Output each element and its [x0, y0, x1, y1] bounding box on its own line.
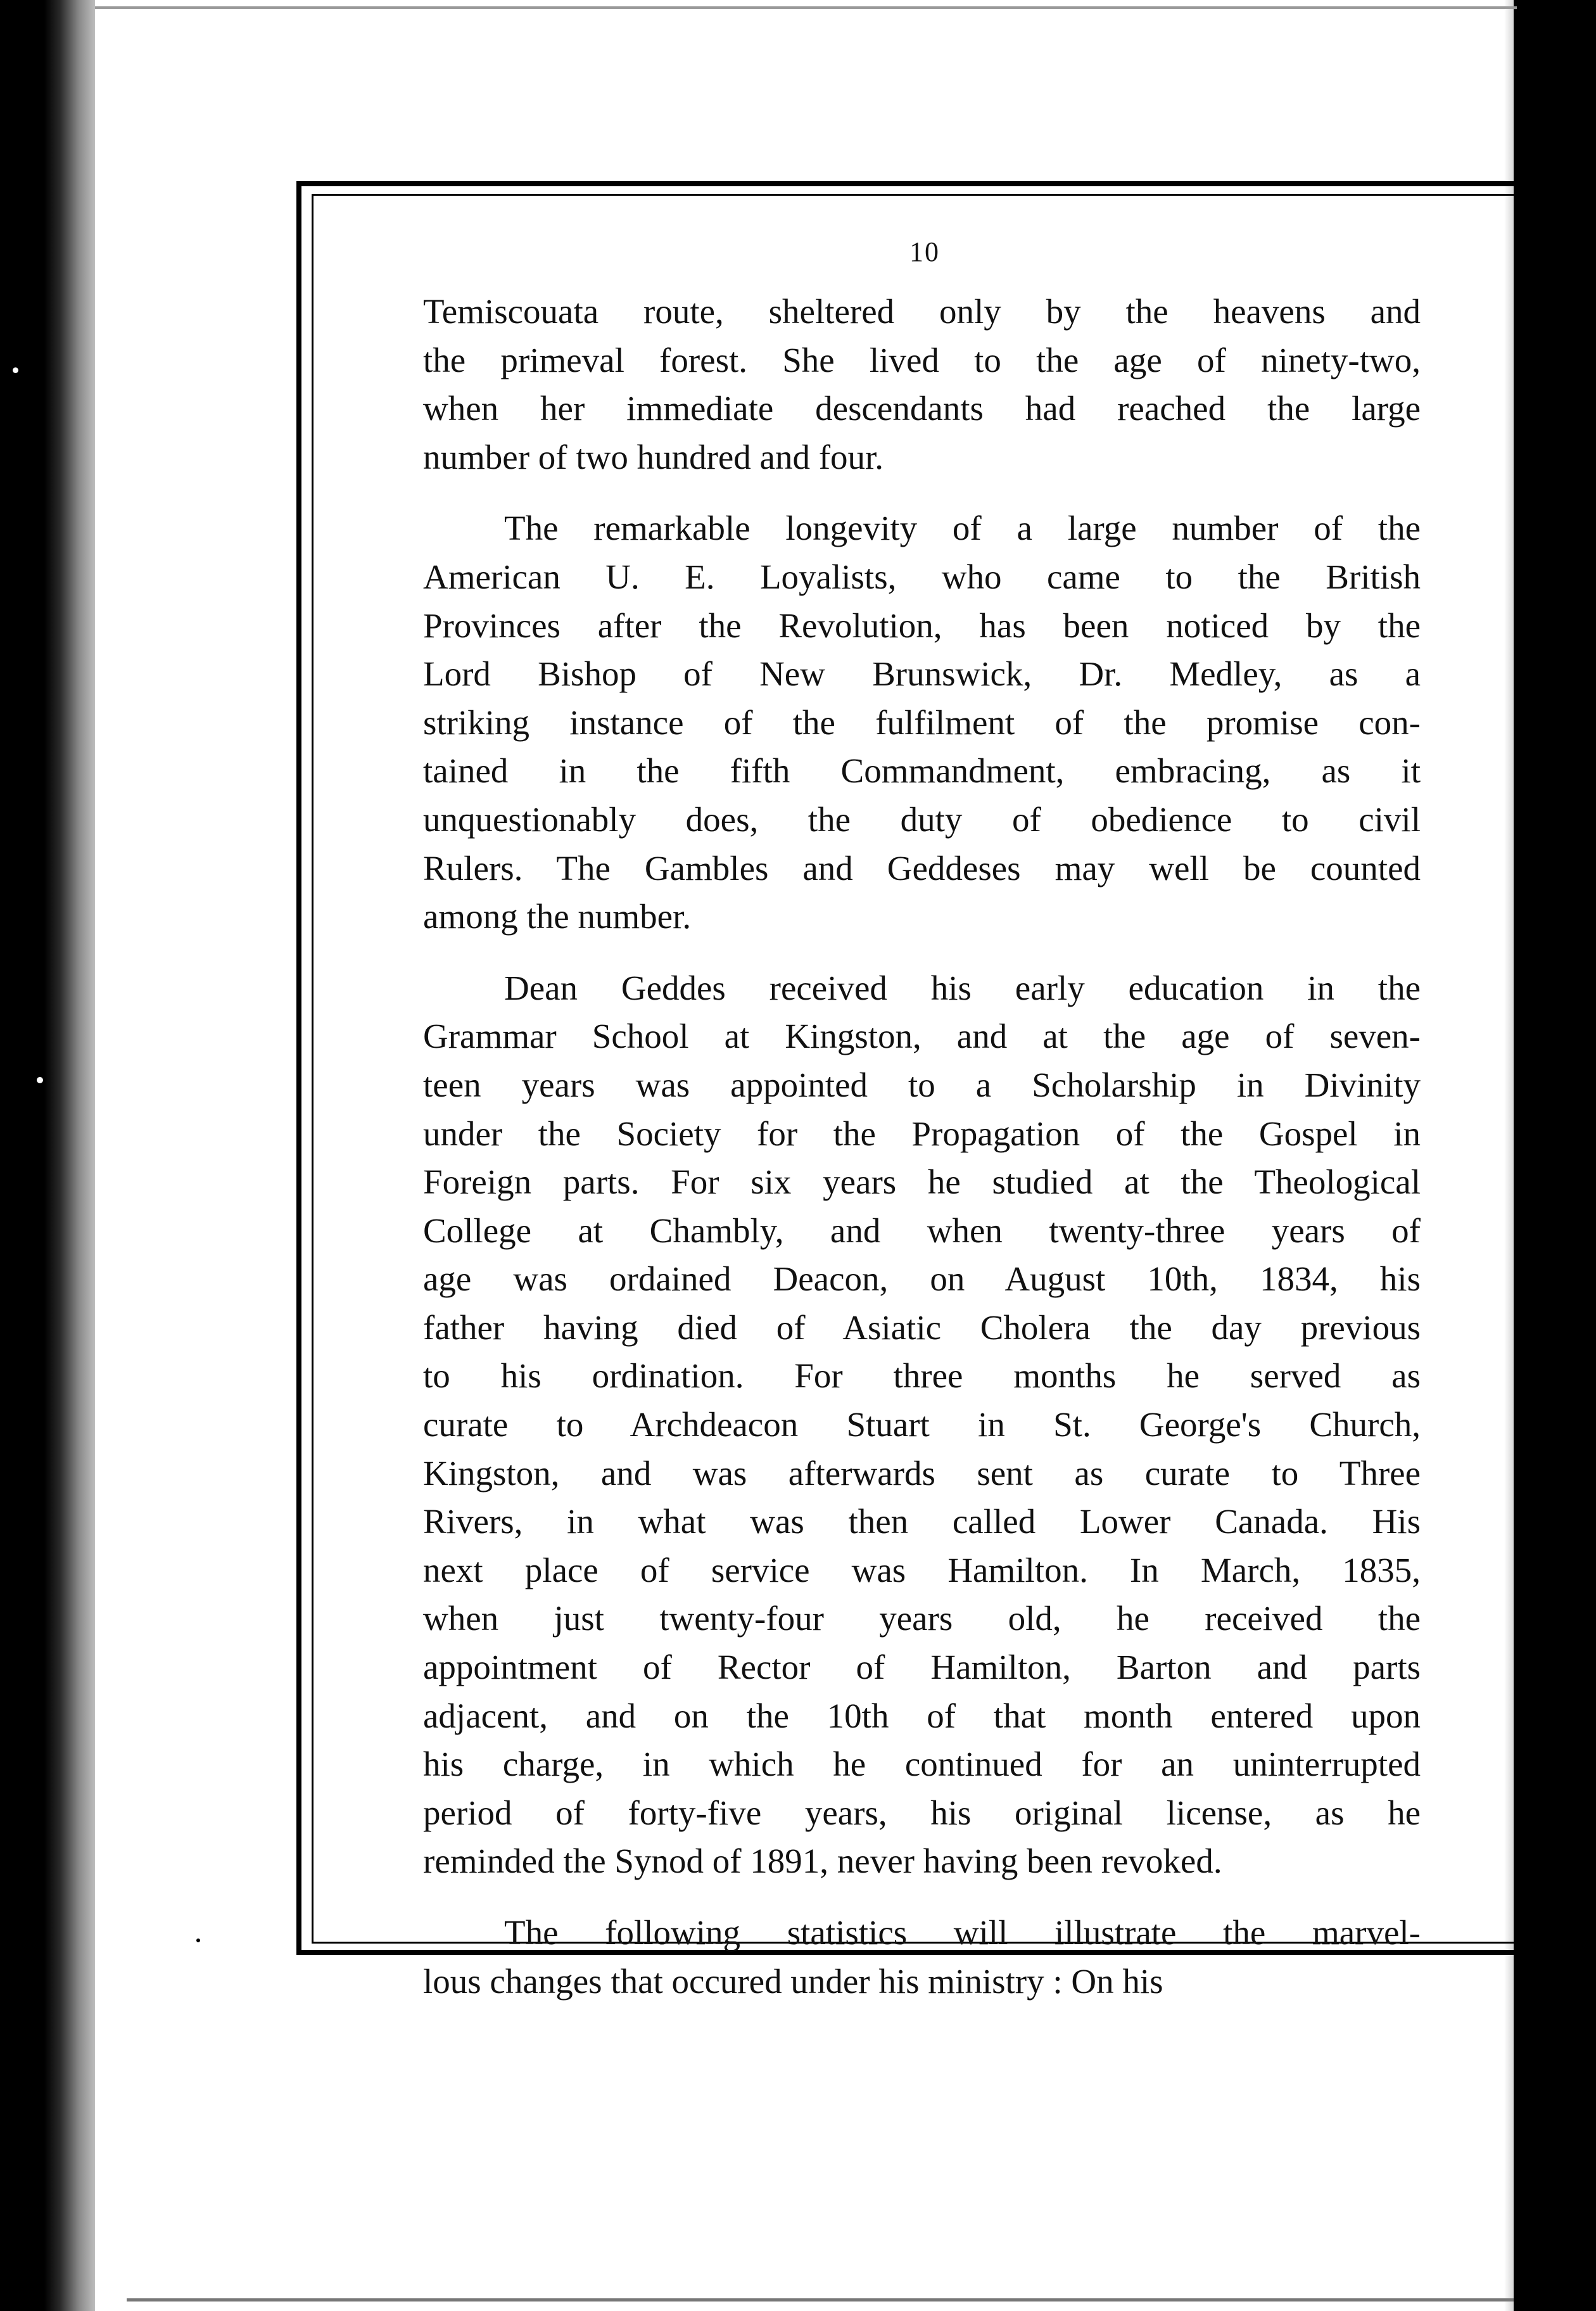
body-text — [423, 288, 1421, 2006]
text-line: among the number. — [423, 897, 692, 936]
text-line: next place of service was Hamilton. In March, 1835, — [423, 1550, 1421, 1589]
text-line: when her immediate descendants had reached the large — [423, 389, 1421, 428]
text-line: appointment of Rector of Hamilton, Barton and parts — [423, 1648, 1421, 1687]
scan-speck — [13, 367, 18, 373]
page-number: 10 — [909, 236, 940, 267]
scan-speck — [25, 215, 34, 229]
text-line: number of two hundred and four. — [423, 437, 884, 476]
text-line: reminded the Synod of 1891, never having been revoked. — [423, 1842, 1222, 1881]
text-line: Temiscouata route, sheltered only by the heavens and — [423, 292, 1421, 331]
text-line: Lord Bishop of New Brunswick, Dr. Medley, as a — [423, 654, 1421, 694]
scan-top-edge — [95, 6, 1517, 9]
text-line: striking instance of the fulfilment of the promise con- — [423, 703, 1421, 742]
scan-bottom-edge — [127, 2298, 1514, 2301]
scan-speck — [37, 1077, 43, 1083]
text-line: adjacent, and on the 10th of that month entered upon — [423, 1696, 1421, 1735]
paragraph — [423, 504, 1421, 941]
text-line: age was ordained Deacon, on August 10th, 1834, his — [423, 1259, 1421, 1299]
text-line: unquestionably does, the duty of obedience to civil — [423, 799, 1421, 839]
text-line: The remarkable longevity of a large number of the — [504, 509, 1421, 548]
text-line: Rivers, in what was then called Lower Canada. His — [423, 1502, 1421, 1541]
text-line: tained in the fifth Commandment, embracing, as it — [423, 751, 1421, 791]
scan-edge-left — [0, 0, 95, 2311]
text-line: Foreign parts. For six years he studied at the Theological — [423, 1162, 1421, 1202]
text-line: under the Society for the Propagation of the Gospel in — [423, 1114, 1421, 1153]
text-line: period of forty-five years, his original license, as he — [423, 1793, 1421, 1832]
text-line: College at Chambly, and when twenty-three years of — [423, 1211, 1421, 1250]
text-line: The following statistics will illustrate the marvel- — [504, 1913, 1421, 1952]
text-line: to his ordination. For three months he served as — [423, 1356, 1421, 1396]
text-line: when just twenty-four years old, he received the — [423, 1599, 1421, 1638]
text-line: Kingston, and was afterwards sent as curate to Three — [423, 1453, 1421, 1493]
paragraph — [423, 1909, 1421, 2006]
paragraph — [423, 964, 1421, 1886]
text-line: teen years was appointed to a Scholarship in Divinity — [423, 1065, 1421, 1104]
text-line: American U. E. Loyalists, who came to the British — [423, 557, 1421, 596]
text-line: curate to Archdeacon Stuart in St. George's Church, — [423, 1405, 1421, 1444]
text-line: Provinces after the Revolution, has been noticed by the — [423, 606, 1421, 645]
text-line: his charge, in which he continued for an uninterrupted — [423, 1745, 1421, 1784]
scan-speck — [196, 1939, 200, 1942]
paragraph — [423, 288, 1421, 481]
text-line: the primeval forest. She lived to the age of ninety-two, — [423, 340, 1421, 379]
text-line: Rulers. The Gambles and Geddeses may well be counted — [423, 848, 1421, 888]
text-line: lous changes that occured under his ministry : On his — [423, 1961, 1163, 2001]
text-line: Dean Geddes received his early education in the — [504, 968, 1421, 1007]
text-line: Grammar School at Kingston, and at the age of seven- — [423, 1017, 1421, 1056]
text-line: father having died of Asiatic Cholera the day previous — [423, 1308, 1421, 1347]
